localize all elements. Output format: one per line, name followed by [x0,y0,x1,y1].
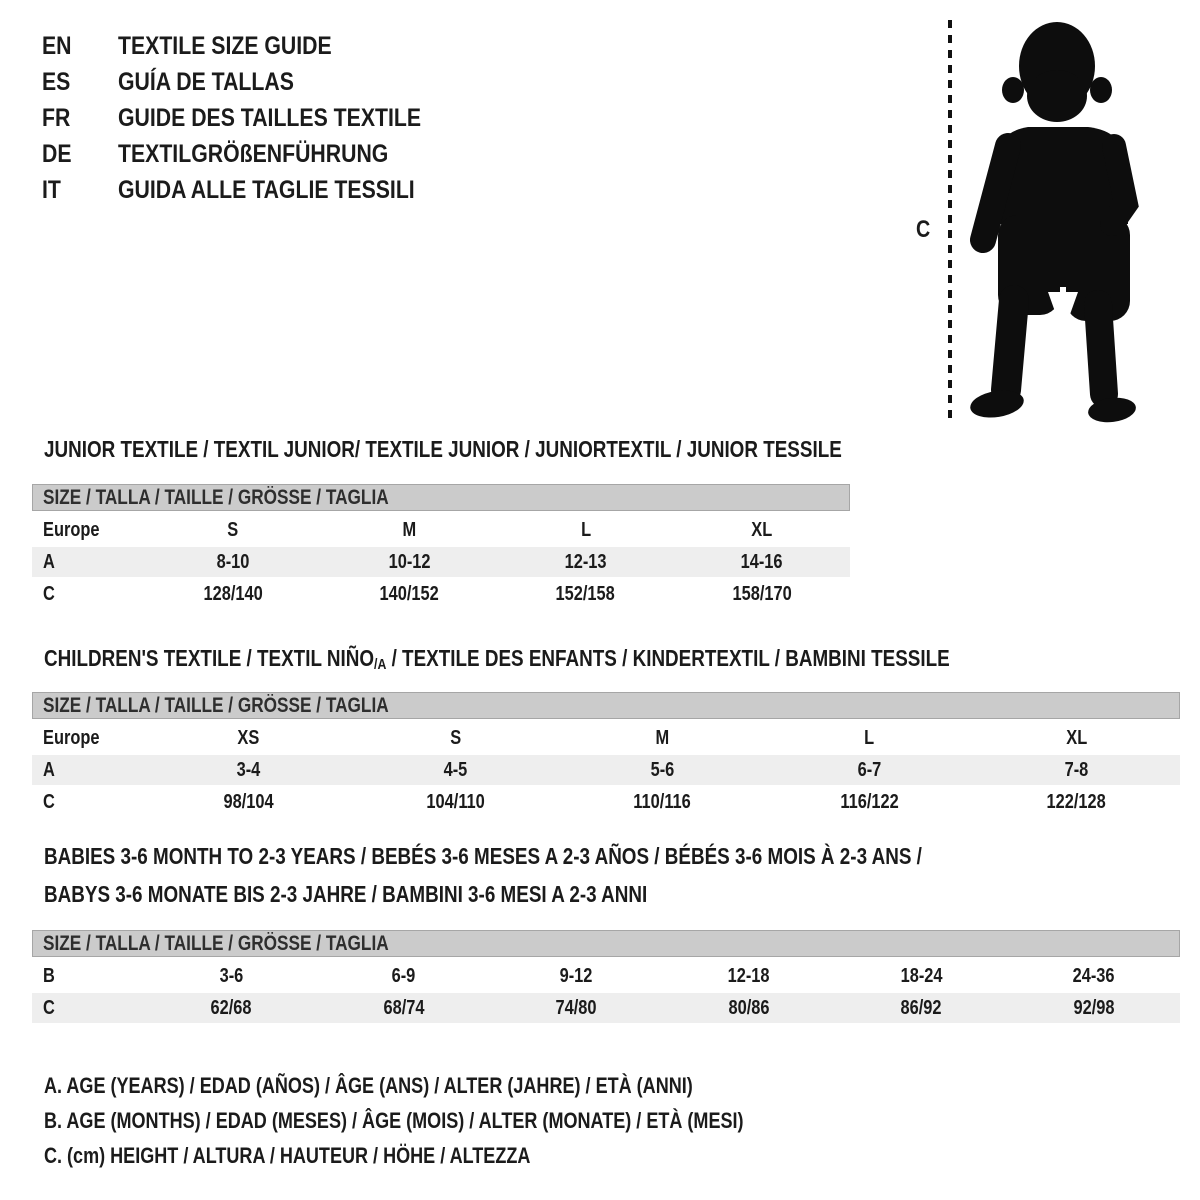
age-value: 12-13 [564,550,607,573]
language-row [42,28,475,64]
language-title-list [42,28,475,208]
nino-a-suffix: /A [374,656,387,673]
language-code: IT [42,175,61,204]
table-header-row [32,515,850,545]
size-header-bar: SIZE / TALLA / TAILLE / GRÖSSE / TAGLIA [32,692,1180,719]
language-row [42,64,475,100]
height-value: 116/122 [840,790,899,813]
height-measure-letter: C [916,216,931,243]
height-value: 122/128 [1046,790,1107,813]
size-col-header: L [580,518,591,541]
language-row [42,172,475,208]
region-label: Europe [43,518,100,541]
legend-age-months: B. AGE (MONTHS) / EDAD (MESES) / ÂGE (MOIS) / ALTER (MONATE) / ETÀ (MESI) [44,1107,744,1133]
junior-size-table [32,484,850,611]
size-col-header: XS [237,726,260,749]
age-value: 12-18 [727,964,770,987]
age-value: 18-24 [900,964,943,987]
age-value: 4-5 [443,758,468,781]
children-section-title: CHILDREN'S TEXTILE / TEXTIL $NIÑO_{/A}$ / TEXTILE DES ENFANTS / KINDERTEXTIL / BAMBINI TESSILE [44,645,950,673]
height-value: 110/116 [633,790,692,813]
size-col-header: L [864,726,875,749]
row-label: A [43,550,55,573]
age-value: 3-4 [236,758,261,781]
language-row [42,100,475,136]
age-value: 14-16 [740,550,783,573]
age-value: 9-12 [559,964,593,987]
height-value: 104/110 [426,790,485,813]
height-value: 68/74 [383,996,425,1019]
measure-legend [44,1068,897,1173]
toddler-silhouette-icon [940,12,1155,424]
age-value: 10-12 [388,550,431,573]
height-value: 74/80 [555,996,597,1019]
row-label: C [43,996,55,1019]
babies-section-title-line2: BABYS 3-6 MONATE BIS 2-3 JAHRE / BAMBINI 3-6 MESI A 2-3 ANNI [44,881,648,907]
guide-title-es: GUÍA DE TALLAS [118,67,294,96]
babies-size-table [32,930,1180,1025]
guide-title-it: GUIDA ALLE TAGLIE TESSILI [118,175,415,204]
guide-title-en: TEXTILE SIZE GUIDE [118,31,332,60]
region-label: Europe [43,726,100,749]
size-col-header: S [227,518,239,541]
size-col-header: M [655,726,670,749]
language-row [42,136,475,172]
height-value: 80/86 [728,996,770,1019]
babies-section-title-line1: BABIES 3-6 MONTH TO 2-3 YEARS / BEBÉS 3-6 MESES A 2-3 AÑOS / BÉBÉS 3-6 MOIS À 2-3 ANS / [44,843,922,869]
row-label: C [43,790,55,813]
legend-age-years: A. AGE (YEARS) / EDAD (AÑOS) / ÂGE (ANS) / ALTER (JAHRE) / ETÀ (ANNI) [44,1072,693,1098]
guide-title-fr: GUIDE DES TAILLES TEXTILE [118,103,422,132]
size-col-header: M [402,518,417,541]
junior-section-title: JUNIOR TEXTILE / TEXTIL JUNIOR/ TEXTILE JUNIOR / JUNIORTEXTIL / JUNIOR TESSILE [44,436,842,462]
age-value: 24-36 [1072,964,1115,987]
size-col-header: S [450,726,461,749]
size-col-header: XL [1066,726,1087,749]
height-value: 152/158 [555,582,616,605]
height-value: 140/152 [379,582,440,605]
language-code: ES [42,67,71,96]
children-size-table [32,692,1180,819]
age-value: 8-10 [216,550,250,573]
height-value: 98/104 [223,790,274,813]
age-value: 6-9 [391,964,416,987]
size-header-bar: SIZE / TALLA / TAILLE / GRÖSSE / TAGLIA [32,930,1180,957]
height-value: 62/68 [210,996,252,1019]
table-row-height-cm [32,787,1180,817]
legend-height-cm: C. (cm) HEIGHT / ALTURA / HAUTEUR / HÖHE / ALTEZZA [44,1142,531,1168]
row-label: B [43,964,55,987]
table-header-row [32,723,1180,753]
language-code: FR [42,103,71,132]
size-header-bar: SIZE / TALLA / TAILLE / GRÖSSE / TAGLIA [32,484,850,511]
language-code: DE [42,139,72,168]
age-value: 5-6 [650,758,675,781]
table-row-age-months [32,961,1180,991]
language-code: EN [42,31,72,60]
height-value: 158/170 [732,582,792,605]
row-label: C [43,582,55,605]
height-value: 92/98 [1073,996,1115,1019]
table-row-age-years [32,755,1180,785]
guide-title-de: TEXTILGRÖßENFÜHRUNG [118,139,389,168]
height-value: 86/92 [900,996,942,1019]
age-value: 6-7 [857,758,882,781]
height-value: 128/140 [203,582,263,605]
age-value: 3-6 [219,964,244,987]
size-col-header: XL [751,518,773,541]
row-label: A [43,758,55,781]
table-row-height-cm [32,993,1180,1023]
table-row-height-cm [32,579,850,609]
table-row-age-years [32,547,850,577]
age-value: 7-8 [1064,758,1089,781]
